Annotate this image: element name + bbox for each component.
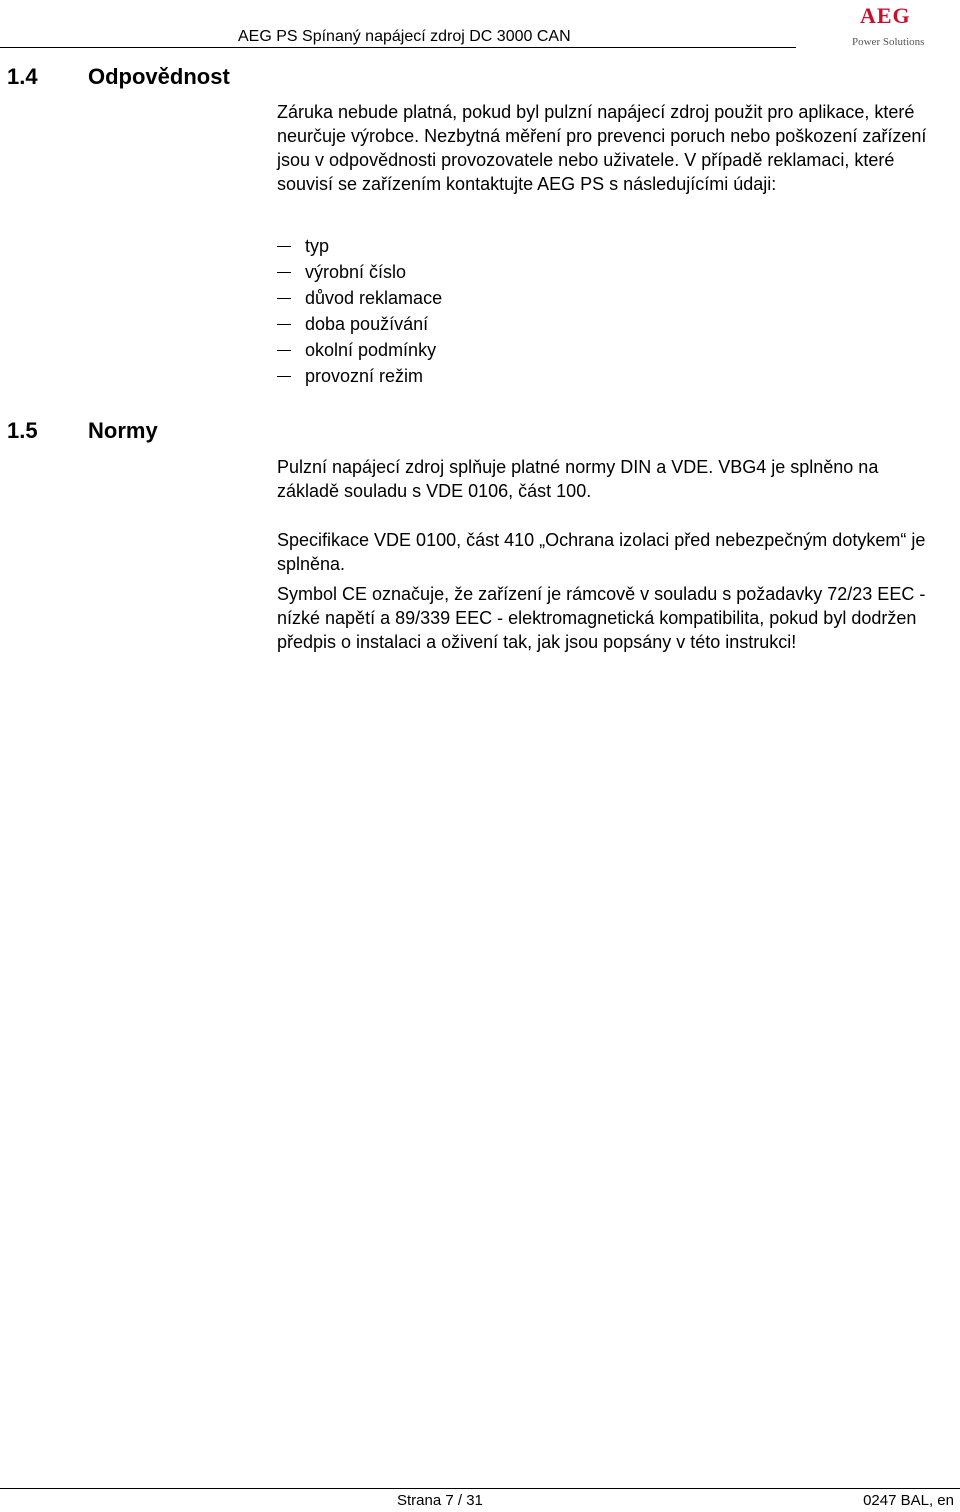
list-item: výrobní číslo xyxy=(277,259,442,285)
dash-bullet-icon xyxy=(277,272,291,273)
dash-bullet-icon xyxy=(277,350,291,351)
standards-paragraph: Pulzní napájecí zdroj splňuje platné normy DIN a VDE. VBG4 je splněno na základě souladu s VDE 0106, část 100. xyxy=(277,457,879,501)
list-item: důvod reklamace xyxy=(277,285,442,311)
aeg-logo xyxy=(846,4,946,50)
dash-bullet-icon xyxy=(277,376,291,377)
page-number: Strana 7 / 31 xyxy=(397,1492,483,1509)
dash-bullet-icon xyxy=(277,298,291,299)
document-id: 0247 BAL, en xyxy=(863,1492,954,1509)
header-title: AEG PS Spínaný napájecí zdroj DC 3000 CAN xyxy=(238,28,571,45)
liability-paragraph: Záruka nebude platná, pokud byl pulzní napájecí zdroj použit pro aplikace, které neurčuje výrobce. Nezbytná měření pro prevenci poruch nebo poškození zařízení jsou v odpovědnosti provozovatele nebo uživatele. V případě reklamaci, které souvisí se zařízením kontaktujte AEG PS s následujícími údaji: xyxy=(277,102,927,194)
claim-details-list xyxy=(277,233,442,389)
ce-paragraph: Symbol CE označuje, že zařízení je rámcově v souladu s požadavky 72/23 EEC - nízké napětí a 89/339 EEC - elektromagnetická kompatibilita, pokud byl dodržen předpis o instalaci a oživení tak, jak jsou popsány v této instrukci! xyxy=(277,584,926,652)
logo-mark: AEG xyxy=(860,3,911,28)
header-divider xyxy=(0,47,796,48)
section-number: 1.5 xyxy=(7,418,38,443)
vde-paragraph: Specifikace VDE 0100, část 410 „Ochrana izolaci před nebezpečným dotykem“ je splněna. xyxy=(277,530,926,574)
list-item: doba používání xyxy=(277,311,442,337)
list-item: provozní režim xyxy=(277,363,442,389)
list-item: okolní podmínky xyxy=(277,337,442,363)
list-item: typ xyxy=(277,233,442,259)
dash-bullet-icon xyxy=(277,246,291,247)
logo-subtitle: Power Solutions xyxy=(852,36,925,48)
section-title: Odpovědnost xyxy=(88,64,230,89)
section-title: Normy xyxy=(88,418,158,443)
footer-divider xyxy=(0,1488,960,1489)
section-number: 1.4 xyxy=(7,64,38,89)
dash-bullet-icon xyxy=(277,324,291,325)
